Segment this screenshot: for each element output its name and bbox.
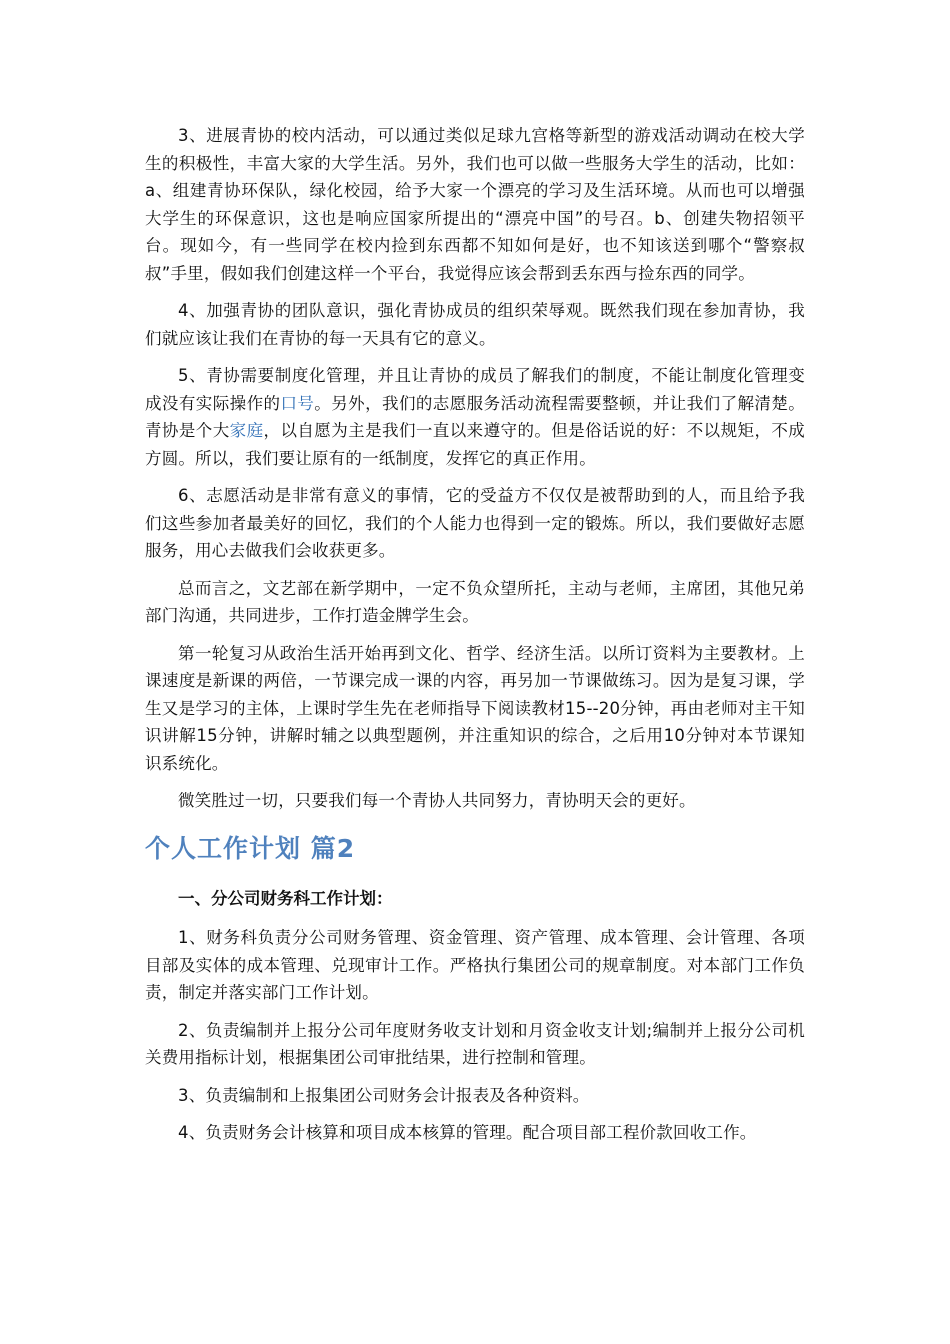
section-subheading: 一、分公司财务科工作计划： [178, 888, 393, 908]
finance-item-4: 4、负责财务会计核算和项目成本核算的管理。配合项目部工程价款回收工作。 [178, 1123, 757, 1142]
paragraph-item-4: 4、加强青协的团队意识，强化青协成员的组织荣辱观。既然我们现在参加青协，我们就应该让我们在青协的每一天具有它的意义。 [145, 301, 805, 348]
paragraph-item-3 [145, 122, 805, 287]
finance-item-1: 1、财务科负责分公司财务管理、资金管理、资产管理、成本管理、会计管理、各项目部及实体的成本管理、兑现审计工作。严格执行集团公司的规章制度。对本部门工作负责，制定并落实部门工作计划。 [145, 928, 805, 1002]
paragraph-item-5 [145, 362, 805, 472]
paragraph-summary: 总而言之，文艺部在新学期中，一定不负众望所托，主动与老师，主席团，其他兄弟部门沟通，共同进步，工作打造金牌学生会。 [145, 578, 805, 625]
paragraph-review-plan: 第一轮复习从政治生活开始再到文化、哲学、经济生活。以所订资料为主要教材。上课速度是新课的两倍，一节课完成一课的内容，再另加一节课做练习。因为是复习课，学生又是学习的主体，上课时学生先在老师指导下阅读教材15--20分钟，再由老师对主干知识讲解15分钟，讲解时辅之以典型题例，并注重知识的综合，之后用10分钟对本节课知识系统化。 [145, 643, 805, 773]
paragraph-closing: 微笑胜过一切，只要我们每一个青协人共同努力，青协明天会的更好。 [178, 791, 696, 810]
finance-item-2: 2、负责编制并上报分公司年度财务收支计划和月资金收支计划;编制并上报分公司机关费用指标计划，根据集团公司审批结果，进行控制和管理。 [145, 1020, 805, 1067]
paragraph-text: 。另外，我们的志愿服务活动流程需要整顿，并让我们了解清楚。青协是个大 [145, 393, 805, 440]
link-jiating[interactable]: 家庭 [229, 421, 264, 440]
link-kouhao[interactable]: 口号 [280, 393, 315, 413]
section-heading: 个人工作计划 篇2 [145, 833, 356, 863]
paragraph-text: ，以自愿为主是我们一直以来遵守的。但是俗话说的好：不以规矩，不成方圆。所以，我们要让原有的一纸制度，发挥它的真正作用。 [145, 421, 806, 468]
finance-item-3: 3、负责编制和上报集团公司财务会计报表及各种资料。 [178, 1085, 590, 1105]
paragraph-text: 3、进展青协的校内活动，可以通过类似足球九宫格等新型的游戏活动调动在校大学生的积极性，丰富大家的大学生活。另外，我们也可以做一些服务大学生的活动，比如：a、组建青协环保队，绿化校园，给予大家一个漂亮的学习及生活环境。从而也可以增强大学生的环保意识，这也是响应国家所提出的“漂亮中国”的号召。b、创建失物招领平台。现如今，有一些同学在校内捡到东西都不知如何是好，也不知该送到哪个“警察叔叔”手里，假如我们创建这样一个平台，我觉得应该会帮到丢东西与捡东西的同学。 [145, 126, 805, 283]
paragraph-text: 5、青协需要制度化管理，并且让青协的成员了解我们的制度，不能让制度化管理变成没有实际操作的 [145, 366, 805, 413]
paragraph-item-6: 6、志愿活动是非常有意义的事情，它的受益方不仅仅是被帮助到的人，而且给予我们这些参加者最美好的回忆，我们的个人能力也得到一定的锻炼。所以，我们要做好志愿服务，用心去做我们会收获更多。 [145, 486, 805, 560]
